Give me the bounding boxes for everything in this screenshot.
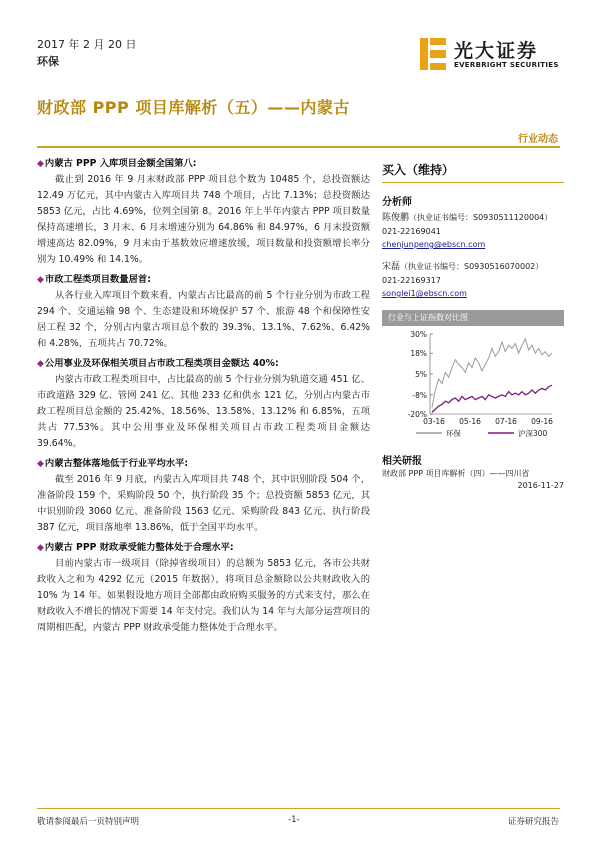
company-logo [418,36,568,76]
main-content [37,152,370,636]
y-tick-label: -20% [407,410,427,419]
logo-english-name: EVERBRIGHT SECURITIES [454,61,559,69]
logo-chinese-name: 光大证券 [454,40,539,62]
everbright-logo-icon [418,36,448,72]
section-1 [37,156,370,268]
analyst-cert: （执业证书编号：S0930511120004） [409,213,553,222]
diamond-bullet-icon: ◆ [37,159,44,169]
section-paragraph: 截至 2016 年 9 月底，内蒙古入库项目共 748 个，其中识别阶段 504 个，准备阶段 159 个，采购阶段 50 个，执行阶段 35 个；总投资额 5853 亿元，其中识别阶段 3060 亿元、准备阶段 1563 亿元、采购阶段 843 亿元、执行阶段 387 亿元，项目落地率 13.86%，低于全国平均水平。 [37,474,370,533]
section-3 [37,356,370,452]
x-tick-label: 09-16 [531,417,553,426]
section-5 [37,540,370,636]
y-tick-label: 30% [410,330,427,339]
diamond-bullet-icon: ◆ [37,543,44,553]
analyst-name: 宋磊 [382,262,401,272]
section-4 [37,456,370,536]
section-heading: ◆市政工程类项目数量居首: [37,274,151,285]
chart-title: 行业与上证指数对比图 [382,310,564,326]
x-tick-label: 03-16 [423,417,445,426]
related-report-date: 2016-11-27 [517,481,564,490]
report-category: 环保 [37,55,59,68]
analyst-email-link[interactable]: chenjunpeng@ebscn.com [382,240,486,249]
investment-rating: 买入（维持） [382,163,455,177]
section-heading: ◆内蒙古整体落地低于行业平均水平: [37,458,189,469]
analyst-phone: 021-22169317 [382,276,441,285]
header-divider [37,146,560,148]
x-tick-label: 05-16 [459,417,481,426]
legend-label: 沪深300 [518,429,548,438]
y-tick-label: 18% [410,349,427,359]
related-report-link[interactable]: 财政部 PPP 项目库解析（四）——四川省 [382,469,530,478]
series-line-huanbao [432,339,552,408]
report-title: 财政部 PPP 项目库解析（五）——内蒙古 [37,98,350,117]
section-paragraph: 内蒙古市政工程类项目中，占比最高的前 5 个行业分别为轨道交通 451 亿、市政道路 329 亿、管网 241 亿、其他 233 亿和供水 121 亿，分别占内蒙古市政工程项目总金额的 25.42%、18.56%、13.58%、13.12% 和 6.85%，五项共占 77.53%。其中公用事业及环保相关项目占市政工程类项目金额达 39.64%。 [37,374,370,449]
page-number: -1- [288,815,300,825]
section-paragraph: 目前内蒙古市一级项目（除掉省级项目）的总额为 5853 亿元，各市公共财政收入之和为 4292 亿元（2015 年数据），将项目总金额除以公共财政收入的 10% 为 14 年。如果假设地方项目全部都由政府购买服务的方式来支付，那么在财政收入不增长的情况下需要 14 年支付完。我们认为 14 年与大部分运营项目的周期相匹配，内蒙古 PPP 财政承受能力整体处于合理水平。 [37,558,370,633]
analyst-card [382,211,564,251]
report-type-tag: 行业动态 [518,134,558,145]
report-date: 2017 年 2 月 20 日 [37,38,137,51]
diamond-bullet-icon: ◆ [37,275,44,285]
diamond-bullet-icon: ◆ [37,359,44,369]
analyst-email-link[interactable]: songlei1@ebscn.com [382,289,467,298]
legend-label: 环保 [446,429,461,438]
analyst-heading: 分析师 [382,197,412,208]
section-heading: ◆公用事业及环保相关项目占市政工程类项目金额达 40%: [37,358,279,369]
x-tick-label: 07-16 [495,417,517,426]
section-2 [37,272,370,352]
section-heading: ◆内蒙古 PPP 财政承受能力整体处于合理水平: [37,542,234,553]
y-tick-label: -8% [412,390,427,400]
chart-svg [382,326,564,444]
footer-report-type: 证券研究报告 [508,817,560,827]
sidebar [382,152,564,492]
section-paragraph: 截止到 2016 年 9 月末财政部 PPP 项目总个数为 10485 个，总投资额达 12.49 万亿元，其中内蒙古入库项目共 748 个项目，占比 7.13%；总投资额达 5853 亿元，占比 4.69%，位列全国第 8。2016 年上半年内蒙古 PPP 项目数量保持高速增长，3 月末、6 月末增速分别为 64.86% 和 84.97%，6 月末投资额增速高达 82.09%，9 月末由于基数效应增速放缓，项目数量和投资额增长率分别为 10.49% 和 14.1%。 [37,174,370,265]
footer-disclaimer: 敬请参阅最后一页特别声明 [37,817,140,827]
related-reports-heading: 相关研报 [382,456,422,467]
rating-divider [382,182,564,183]
analyst-name: 陈俊鹏 [382,213,410,223]
series-line-hs300 [432,385,552,412]
comparison-chart [382,310,564,448]
analyst-cert: （执业证书编号：S0930516070002） [400,262,544,271]
analyst-phone: 021-22169041 [382,227,441,236]
section-heading: ◆内蒙古 PPP 入库项目金额全国第八: [37,158,197,169]
footer-divider [37,808,560,809]
y-tick-label: 5% [415,370,427,379]
analyst-card [382,260,564,300]
section-paragraph: 从各行业入库项目个数来看，内蒙古占比最高的前 5 个行业分别为市政工程 294 个、交通运输 98 个、生态建设和环境保护 57 个、旅游 48 个和保障性安居工程 32 个，分别占内蒙古项目总个数的 39.3%、13.1%、7.62%、6.42% 和 4.28%，五项共占 70.72%。 [37,290,370,349]
diamond-bullet-icon: ◆ [37,459,44,469]
